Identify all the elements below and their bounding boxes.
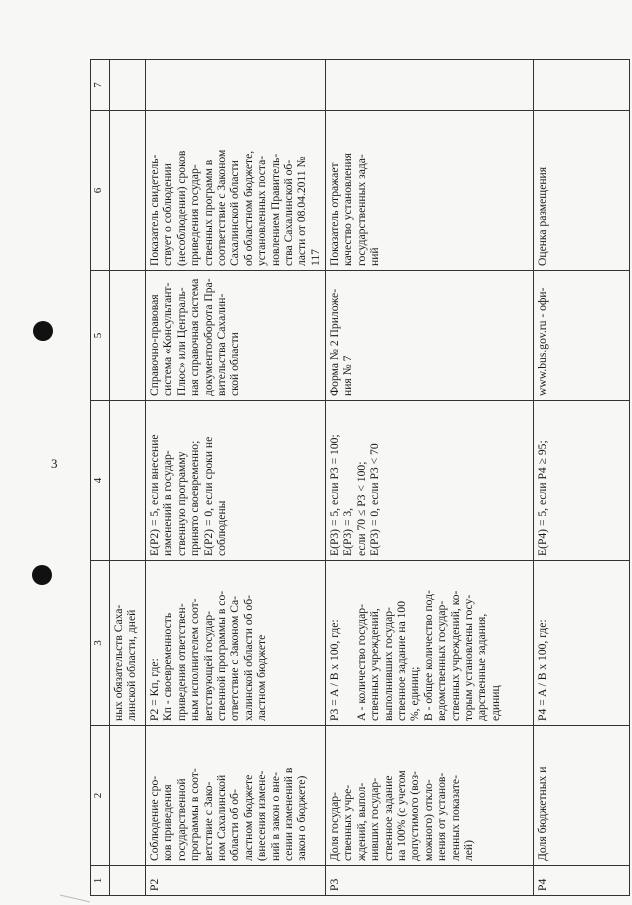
header-row: [91, 60, 110, 896]
indicator-table: [90, 59, 630, 896]
table-row: [110, 60, 146, 896]
extra-cell: [534, 60, 630, 111]
formula-cell: ных обязательств Саха- линской области, дней: [110, 561, 146, 726]
header-cell: 1: [91, 866, 110, 896]
header-cell: 6: [91, 111, 110, 271]
table-row: [146, 60, 326, 896]
header-cell: 5: [91, 271, 110, 401]
source-cell: [110, 271, 146, 401]
row-code: [110, 866, 146, 896]
score-cell: E(P2) = 5, если внесение изменений в государ- ственную программу принято своевременно; E(P2) = 0, если сроки не соблюдены: [146, 401, 326, 561]
score-cell: E(P3) = 5, если P3 = 100; E(P3) = 3, если 70 ≤ P3 < 100; E(P3) = 0, если P3 < 70: [326, 401, 534, 561]
formula-cell: P4 = A / B x 100, где:: [534, 561, 630, 726]
extra-cell: [110, 60, 146, 111]
indicator-name: Соблюдение сро- ков приведения государственной программы в соот- ветствие с Зако- ном Сахалинской области об об- ластном бюджете (внесения измене- ний в закон о вне- сении изменений в закон о бюджете): [146, 726, 326, 866]
page-number: 3: [51, 456, 58, 471]
punch-hole-bottom: [32, 565, 52, 585]
table-row: [534, 60, 630, 896]
formula-cell: P3 = A / B x 100, где: A - количество государ- ственных учреждений, выполнивших государ- ственное задание на 100 %, единиц; B - общее количество под- ведомственных государ- ственных учреждений, ко- торым установлены госу- дарственные задания, единиц: [326, 561, 534, 726]
indicator-name: [110, 726, 146, 866]
extra-cell: [326, 60, 534, 111]
header-cell: 4: [91, 401, 110, 561]
score-cell: E(P4) = 5, если P4 ≥ 95;: [534, 401, 630, 561]
indicator-name: Доля бюджетных и: [534, 726, 630, 866]
scan-streak: [60, 895, 90, 902]
header-cell: 2: [91, 726, 110, 866]
header-cell: 3: [91, 561, 110, 726]
row-code: P4: [534, 866, 630, 896]
comment-cell: Показатель свидетель- ствует о соблюдении (несоблюдении) сроков приведения государ- ственных программ в соответствие с Законом Сахалинской области об областном бюджете, установленных поста- новлением Правитель- ства Сахалинской об- ласти от 08.04.2011 № 117: [146, 111, 326, 271]
comment-cell: Оценка размещения: [534, 111, 630, 271]
rotated-table-wrapper: [90, 60, 630, 896]
source-cell: www.bus.gov.ru - офи-: [534, 271, 630, 401]
row-code: P2: [146, 866, 326, 896]
comment-cell: [110, 111, 146, 271]
row-code: P3: [326, 866, 534, 896]
rotated-page: [90, 60, 630, 896]
punch-hole-top: [33, 321, 53, 341]
table-row: [326, 60, 534, 896]
source-cell: Справочно-правовая система «Консультант- Плюс» или Централь- ная справочная система документооборота Пра- вительства Сахалин- ской области: [146, 271, 326, 401]
score-cell: [110, 401, 146, 561]
indicator-name: Доля государ- ственных учре- ждений, выпол- нивших государ- ственное задание на 100% (с учетом допустимого (воз- можного) откло- нения от установ- ленных показате- лей): [326, 726, 534, 866]
formula-cell: P2 = Кп, где: Кп - своевременность приведения ответствен- ным исполнителем соот- ветствующей государ- ственной программы в со- ответствие с Законом Са- халинской области об об- ластном бюджете: [146, 561, 326, 726]
comment-cell: Показатель отражает качество установления государственных зада- ний: [326, 111, 534, 271]
source-cell: Форма № 2 Приложе- ния № 7: [326, 271, 534, 401]
header-cell: 7: [91, 60, 110, 111]
extra-cell: [146, 60, 326, 111]
